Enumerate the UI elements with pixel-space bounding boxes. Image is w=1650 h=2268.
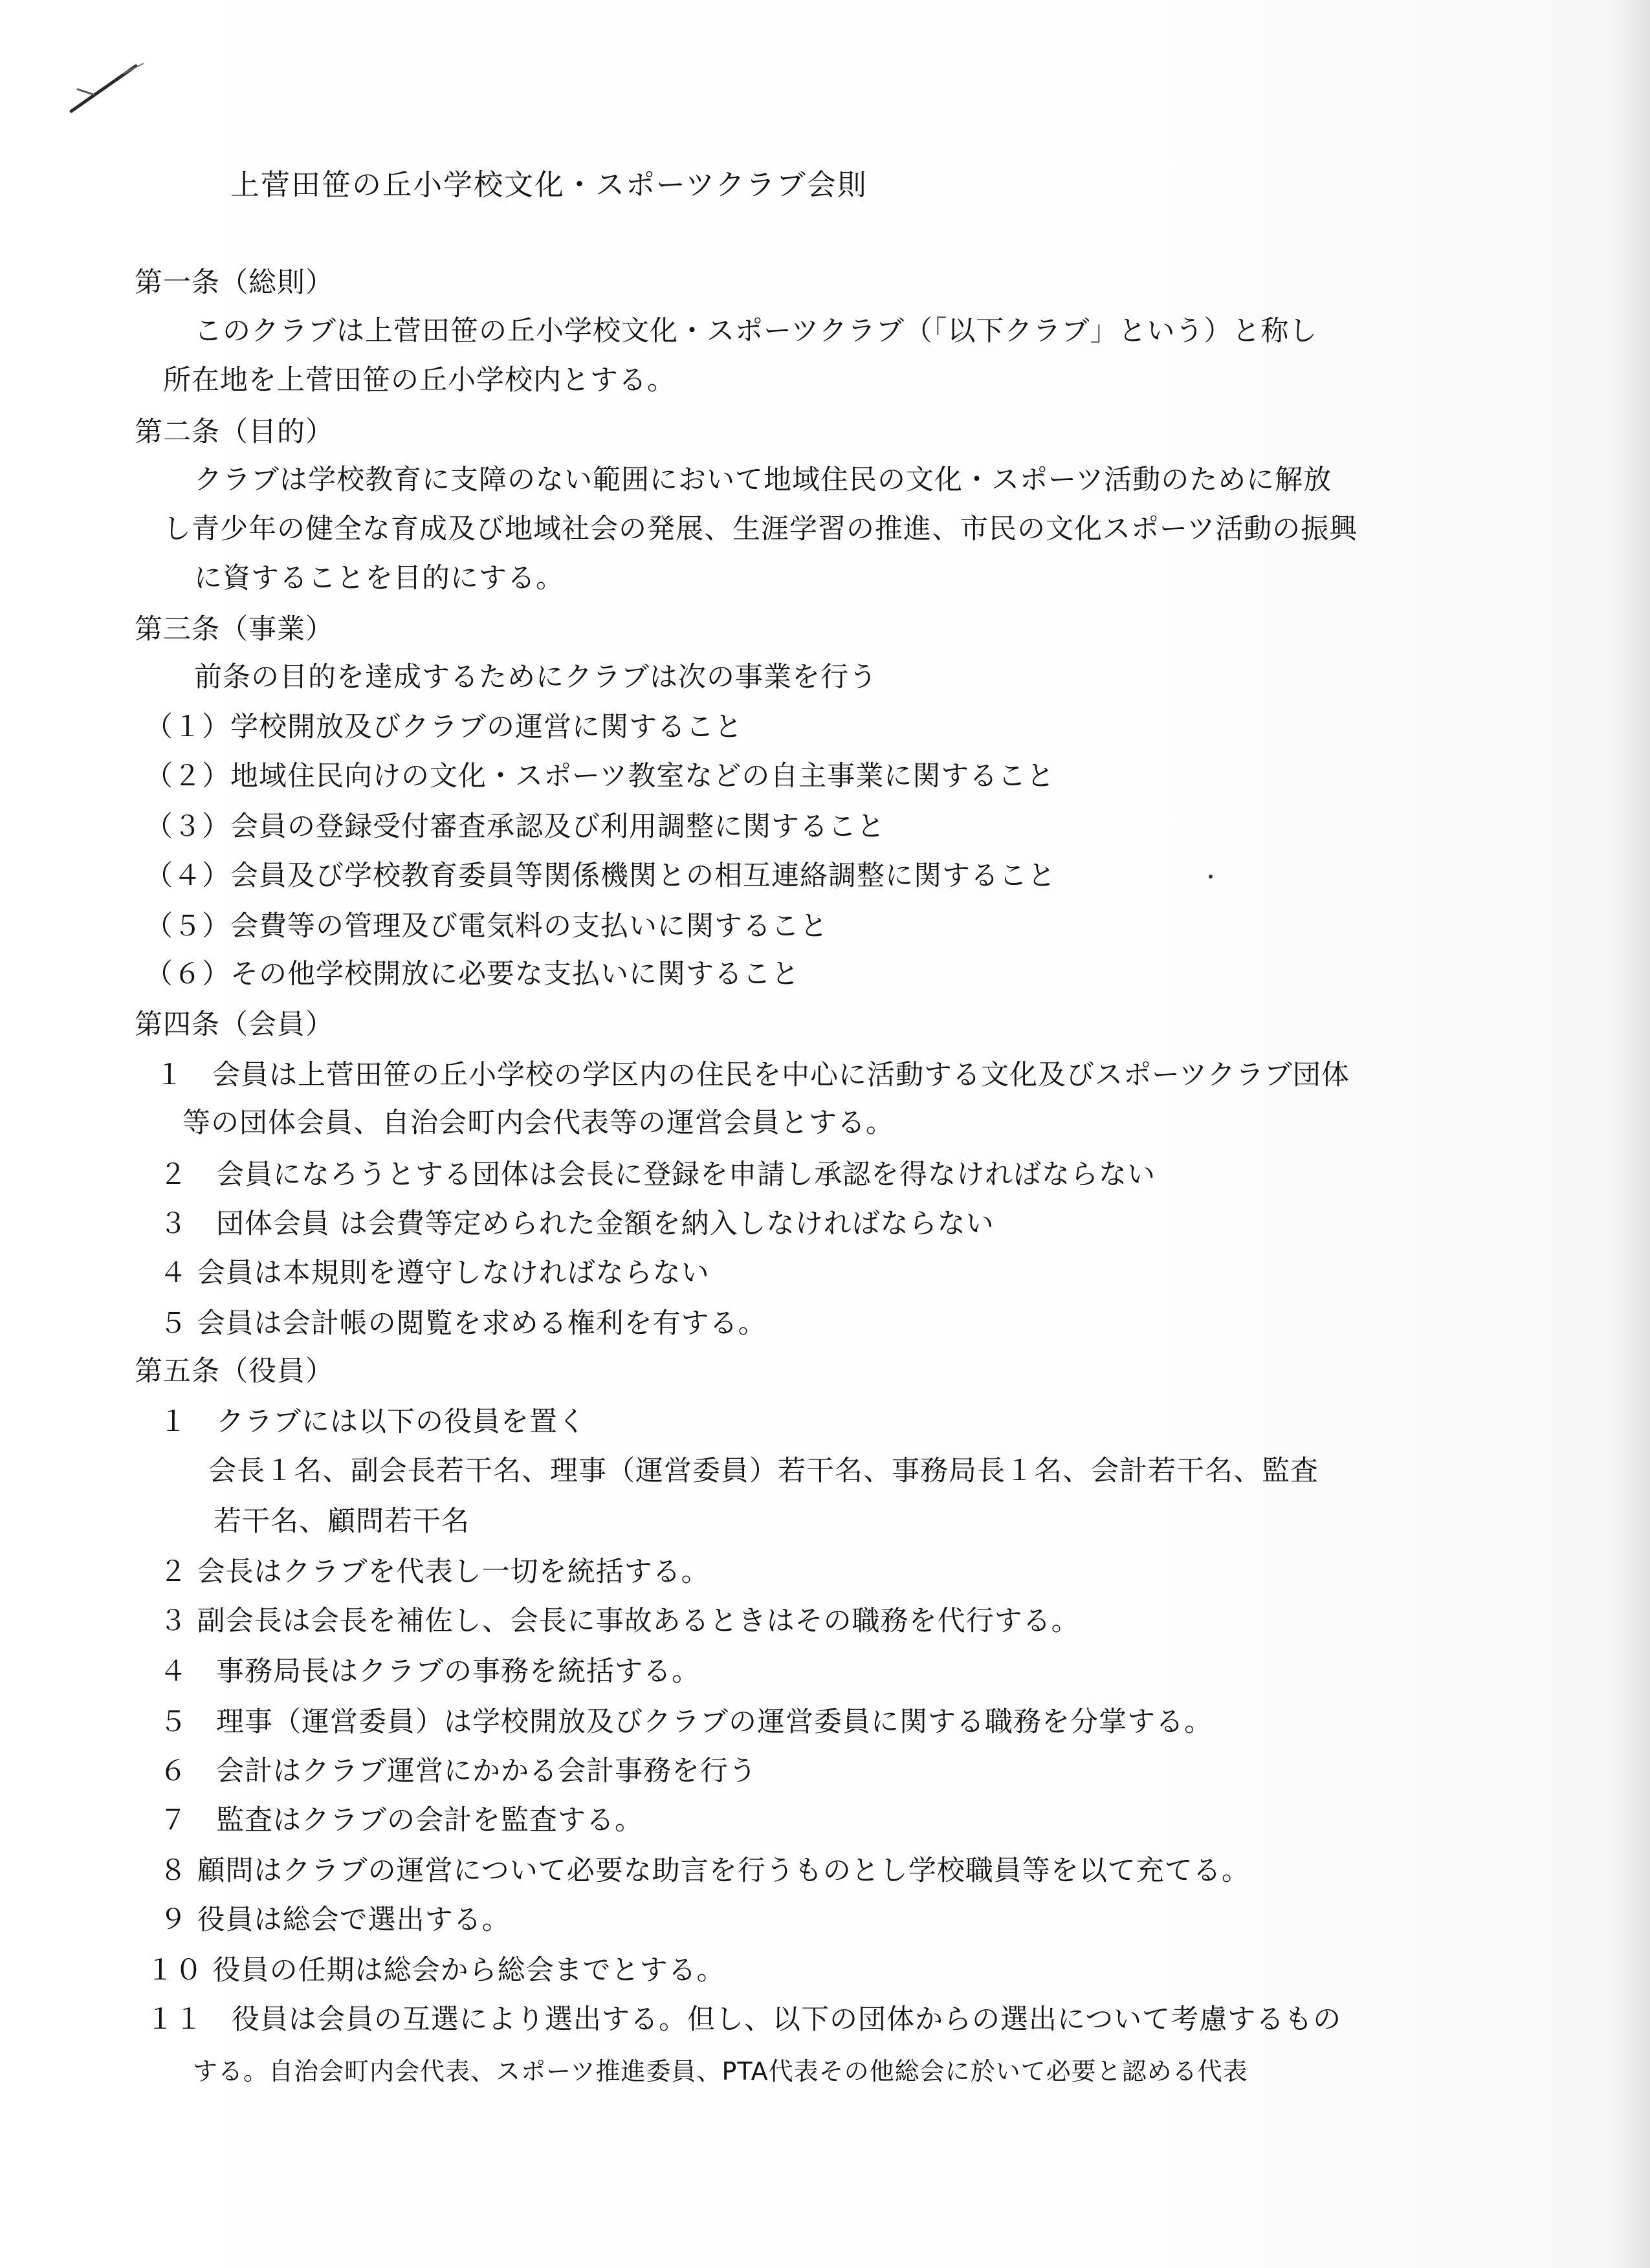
article-5-item: ９ 役員は総会で選出する。 <box>159 1904 511 1936</box>
page-edge-shadow <box>1610 0 1650 2268</box>
article-2-text: し青少年の健全な育成及び地域社会の発展、生涯学習の推進、市民の文化スポーツ活動の振興 <box>163 513 1358 545</box>
article-3-heading: 第三条（事業） <box>135 613 334 646</box>
article-4-heading: 第四条（会員） <box>135 1009 334 1041</box>
stray-mark <box>1209 875 1213 878</box>
article-3-item: （５）会費等の管理及び電気料の支払いに関すること <box>145 910 828 943</box>
article-5-item: 若干名、顧問若干名 <box>214 1505 470 1538</box>
article-3-item: （４）会員及び学校教育委員等関係機関との相互連絡調整に関すること <box>145 860 1056 892</box>
article-5-heading: 第五条（役員） <box>135 1355 334 1388</box>
article-5-item: ４ 事務局長はクラブの事務を統括する。 <box>159 1655 700 1688</box>
article-3-item: （３）会員の登録受付審査承認及び利用調整に関すること <box>145 811 885 843</box>
article-1-heading: 第一条（総則） <box>135 267 334 299</box>
article-4-item: ５ 会員は会計帳の閲覧を求める権利を有する。 <box>159 1307 767 1340</box>
article-4-item: ４ 会員は本規則を遵守しなければならない <box>159 1257 710 1289</box>
article-2-text: に資することを目的にする。 <box>194 562 564 594</box>
article-3-item: （１）学校開放及びクラブの運営に関すること <box>145 711 743 743</box>
article-5-item: １１ 役員は会員の互選により選出する。但し、以下の団体からの選出について考慮するもの <box>146 2003 1342 2036</box>
article-5-item: ３ 副会長は会長を補佐し、会長に事故あるときはその職務を代行する。 <box>159 1605 1080 1637</box>
article-5-item: ６ 会計はクラブ運営にかかる会計事務を行う <box>159 1755 757 1787</box>
article-5-item: ５ 理事（運営委員）は学校開放及びクラブの運営委員に関する職務を分掌する。 <box>159 1706 1213 1738</box>
staple-mark-icon <box>60 52 195 123</box>
article-5-item: ７ 監査はクラブの会計を監査する。 <box>159 1804 643 1837</box>
article-3-text: 前条の目的を達成するためにクラブは次の事業を行う <box>194 661 877 693</box>
article-4-item: ２ 会員になろうとする団体は会長に登録を申請し承認を得なければならない <box>159 1159 1156 1191</box>
article-4-item: １ 会員は上菅田笹の丘小学校の学区内の住民を中心に活動する文化及びスポーツクラブ団体 <box>155 1059 1350 1091</box>
article-1-text: このクラブは上菅田笹の丘小学校文化・スポーツクラブ（「以下クラブ」という）と称し <box>194 315 1318 347</box>
article-5-item: 会長１名、副会長若干名、理事（運営委員）若干名、事務局長１名、会計若干名、監査 <box>208 1455 1319 1487</box>
article-5-item: ２ 会長はクラブを代表し一切を統括する。 <box>159 1556 710 1588</box>
article-4-item: ３ 団体会員 は会費等定められた金額を納入しなければならない <box>159 1208 995 1240</box>
article-2-heading: 第二条（目的） <box>135 416 334 448</box>
article-3-item: （６）その他学校開放に必要な支払いに関すること <box>145 958 800 990</box>
article-3-item: （２）地域住民向けの文化・スポーツ教室などの自主事業に関すること <box>145 760 1055 792</box>
article-1-text: 所在地を上菅田笹の丘小学校内とする。 <box>163 364 676 397</box>
article-5-item: １０ 役員の任期は総会から総会までとする。 <box>146 1954 725 1987</box>
article-5-item: する。自治会町内会代表、スポーツ推進委員、PTA代表その他総会に於いて必要と認める代表 <box>193 2057 1248 2086</box>
article-5-item: １ クラブには以下の役員を置く <box>159 1406 586 1438</box>
document-title: 上菅田笹の丘小学校文化・スポーツクラブ会則 <box>230 168 868 202</box>
article-2-text: クラブは学校教育に支障のない範囲において地域住民の文化・スポーツ活動のために解放 <box>194 464 1332 496</box>
article-5-item: ８ 顧問はクラブの運営について必要な助言を行うものとし学校職員等を以て充てる。 <box>159 1855 1250 1887</box>
article-4-item: 等の団体会員、自治会町内会代表等の運営会員とする。 <box>182 1107 894 1139</box>
